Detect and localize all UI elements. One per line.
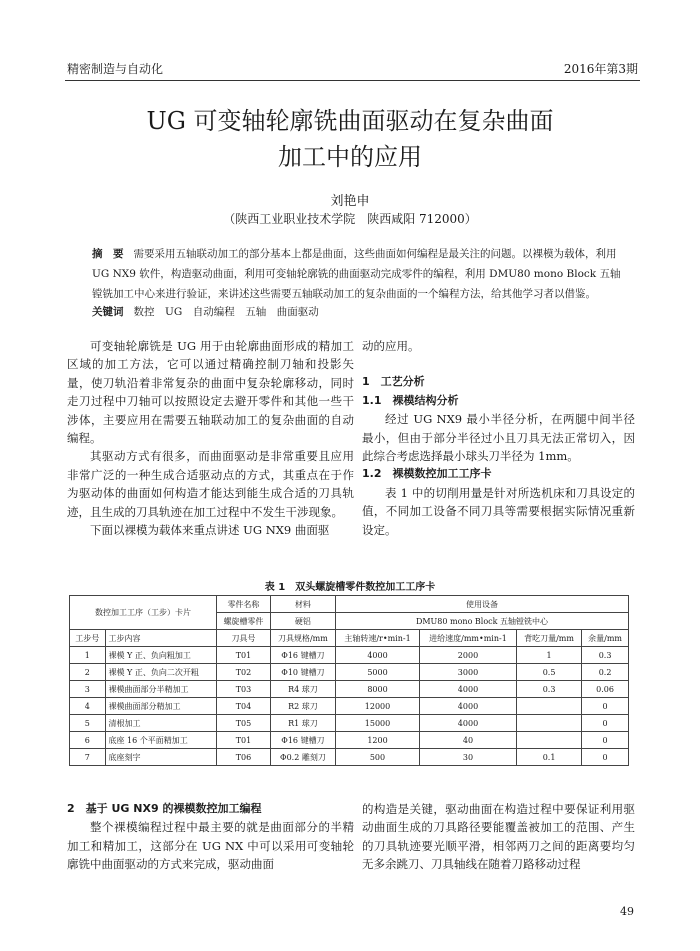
table-cell: 零件名称	[217, 596, 271, 613]
table-cell: 15000	[336, 715, 420, 732]
subsection-heading: 1.1 裸模结构分析	[362, 393, 459, 407]
table-cell: 4000	[419, 715, 516, 732]
table-cell: 0	[582, 732, 629, 749]
table-cell: 裸模 Y 正、负向二次开粗	[105, 664, 217, 681]
table-row	[70, 715, 629, 732]
abstract	[92, 244, 622, 304]
table-cell: T03	[217, 681, 271, 698]
table-row	[70, 681, 629, 698]
table-cell: 数控加工工序（工步）卡片	[70, 596, 217, 630]
table-header-cell: 余量/mm	[582, 630, 629, 647]
title-line-1: UG 可变轴轮廓铣曲面驱动在复杂曲面	[146, 107, 554, 135]
table-row	[70, 698, 629, 715]
title-line-2: 加工中的应用	[278, 143, 422, 171]
table-row	[70, 749, 629, 766]
table-cell: 8000	[336, 681, 420, 698]
table-cell: Φ16 键槽刀	[270, 732, 335, 749]
table-header-cell: 工步内容	[105, 630, 217, 647]
table-cell: 30	[419, 749, 516, 766]
table-cell: 3	[70, 681, 106, 698]
table-cell: 螺旋槽零件	[217, 613, 271, 630]
keywords-text: 数控 UG 自动编程 五轴 曲面驱动	[133, 306, 319, 318]
table-cell: 7	[70, 749, 106, 766]
paragraph: 经过 UG NX9 最小半径分析，在两腿中间半径最小，但由于部分半径过小且刀具无法正常切入，因此综合考虑选择最小球头刀半径为 1mm。	[362, 412, 635, 464]
table-cell: 清根加工	[105, 715, 217, 732]
journal-name: 精密制造与自动化	[67, 62, 164, 76]
paragraph-continuation: 的构造是关键，驱动曲面在构造过程中要保证利用驱动曲面生成的刀具路径要能覆盖被加工的范围、产生的刀具轨迹要光顺平滑，相邻两刀之间的距离要均匀无多余跳刀、刀具轴线在随着刀路移动过程	[362, 802, 635, 872]
section-heading: 1 工艺分析	[362, 375, 425, 389]
table-cell: R2 球刀	[270, 698, 335, 715]
bottom-right-column	[362, 800, 635, 874]
table-header-cell: 刀具号	[217, 630, 271, 647]
table-cell: 0.06	[582, 681, 629, 698]
table-row	[70, 664, 629, 681]
table-cell: 6	[70, 732, 106, 749]
table-cell: 4000	[419, 698, 516, 715]
table-cell: 0	[582, 749, 629, 766]
table-cell: 0.3	[582, 647, 629, 664]
table-cell: 4000	[419, 681, 516, 698]
header-rule	[65, 80, 640, 81]
table-cell: 0.5	[516, 664, 581, 681]
table-cell	[516, 698, 581, 715]
table-cell: 12000	[336, 698, 420, 715]
table-cell: Φ10 键槽刀	[270, 664, 335, 681]
table-cell: 5	[70, 715, 106, 732]
table-row	[70, 732, 629, 749]
table-cell: 2	[70, 664, 106, 681]
table-cell	[516, 715, 581, 732]
table-header-cell: 进给速度/mm•min-1	[419, 630, 516, 647]
table-row	[70, 647, 629, 664]
table-header-cell: 工步号	[70, 630, 106, 647]
table-cell: 4000	[336, 647, 420, 664]
table-cell: 40	[419, 732, 516, 749]
table-cell: 底座刻字	[105, 749, 217, 766]
table-cell: R1 球刀	[270, 715, 335, 732]
table-cell: T01	[217, 647, 271, 664]
table-cell: 3000	[419, 664, 516, 681]
table-cell	[516, 732, 581, 749]
table-cell: T06	[217, 749, 271, 766]
abstract-label: 摘 要	[92, 248, 124, 260]
author-affiliation: （陕西工业职业技术学院 陕西咸阳 712000）	[223, 212, 477, 226]
table-cell: 0	[582, 698, 629, 715]
page-number: 49	[620, 905, 634, 918]
table-cell: 底座 16 个平面精加工	[105, 732, 217, 749]
table-cell: 材料	[270, 596, 335, 613]
table-cell: DMU80 mono Block 五轴镗铣中心	[336, 613, 629, 630]
table-row	[70, 596, 629, 613]
process-table	[69, 595, 629, 766]
abstract-text: 需要采用五轴联动加工的部分基本上都是曲面，这些曲面如何编程是最关注的问题。以裸模为载体，利用 UG NX9 软件，构造驱动曲面，利用可变轴轮廓铣的曲面驱动完成零件的编程，利用 DMU80 mono Block 五轴镗铣加工中心来进行验证，来讲述这些需要五轴联动加工的复杂曲面的一个编程方法，给其他学习者以借鉴。	[92, 248, 621, 300]
section-heading: 2 基于 UG NX9 的裸模数控加工编程	[67, 802, 262, 815]
table-header-row	[70, 630, 629, 647]
table-cell: 使用设备	[336, 596, 629, 613]
table-cell: 2000	[419, 647, 516, 664]
keywords	[92, 304, 319, 319]
bottom-left-column	[67, 800, 354, 874]
author-name: 刘艳申	[330, 194, 370, 209]
table-cell: Φ16 键槽刀	[270, 647, 335, 664]
paragraph: 表 1 中的切削用量是针对所选机床和刀具设定的值，不同加工设备不同刀具等需要根据实际情况重新设定。	[362, 485, 635, 537]
table-cell: 1	[70, 647, 106, 664]
table-cell: 裸模曲面部分半精加工	[105, 681, 217, 698]
article-title	[0, 103, 700, 175]
subsection-heading: 1.2 裸模数控加工工序卡	[362, 467, 492, 481]
paragraph: 整个裸模编程过程中最主要的就是曲面部分的半精加工和精加工，这部分在 UG NX 中可以采用可变轴轮廓铣中曲面驱动的方式来完成，驱动曲面	[67, 820, 354, 872]
table-cell: 0.1	[516, 749, 581, 766]
table-cell: 500	[336, 749, 420, 766]
table-cell: R4 球刀	[270, 681, 335, 698]
table-cell: 5000	[336, 664, 420, 681]
paragraph: 可变轴轮廓铣是 UG 用于由轮廓曲面形成的精加工区域的加工方法，它可以通过精确控制刀轴和投影矢量，使刀轨沿着非常复杂的曲面中复杂轮廓移动，同时走刀过程中刀轴可以按照设定去避开零件和其他一些干涉体，主要应用在需要五轴联动加工的复杂曲面的自动编程。	[67, 339, 354, 446]
table-cell: 1200	[336, 732, 420, 749]
table-cell: T04	[217, 698, 271, 715]
table-cell: 0.3	[516, 681, 581, 698]
table-cell: Φ0.2 雕刻刀	[270, 749, 335, 766]
table-header-cell: 主轴转速/r•min-1	[336, 630, 420, 647]
table-caption: 表 1 双头螺旋槽零件数控加工工序卡	[264, 582, 436, 593]
table-cell: T02	[217, 664, 271, 681]
table-cell: 0	[582, 715, 629, 732]
table-cell: 4	[70, 698, 106, 715]
table-header-cell: 刀具规格/mm	[270, 630, 335, 647]
table-cell: 裸模曲面部分精加工	[105, 698, 217, 715]
table-cell: 0.2	[582, 664, 629, 681]
table-cell: T05	[217, 715, 271, 732]
table-header-cell: 背吃刀量/mm	[516, 630, 581, 647]
paragraph-continuation: 动的应用。	[362, 339, 420, 353]
table-cell: 1	[516, 647, 581, 664]
right-column	[362, 337, 635, 539]
paragraph: 其驱动方式有很多，而曲面驱动是非常重要且应用非常广泛的一种生成合适驱动点的方式，其重点在于作为驱动体的曲面如何构造才能达到能生成合适的刀具轨迹，且生成的刀具轨迹在加工过程中不发生干涉现象。	[67, 449, 354, 519]
issue-label: 2016年第3期	[563, 62, 638, 76]
table-cell: T01	[217, 732, 271, 749]
keywords-label: 关键词	[92, 306, 124, 318]
table-cell: 裸模 Y 正、负向粗加工	[105, 647, 217, 664]
left-column	[67, 337, 354, 539]
table-cell: 硬铝	[270, 613, 335, 630]
paragraph: 下面以裸模为载体来重点讲述 UG NX9 曲面驱	[90, 523, 330, 538]
